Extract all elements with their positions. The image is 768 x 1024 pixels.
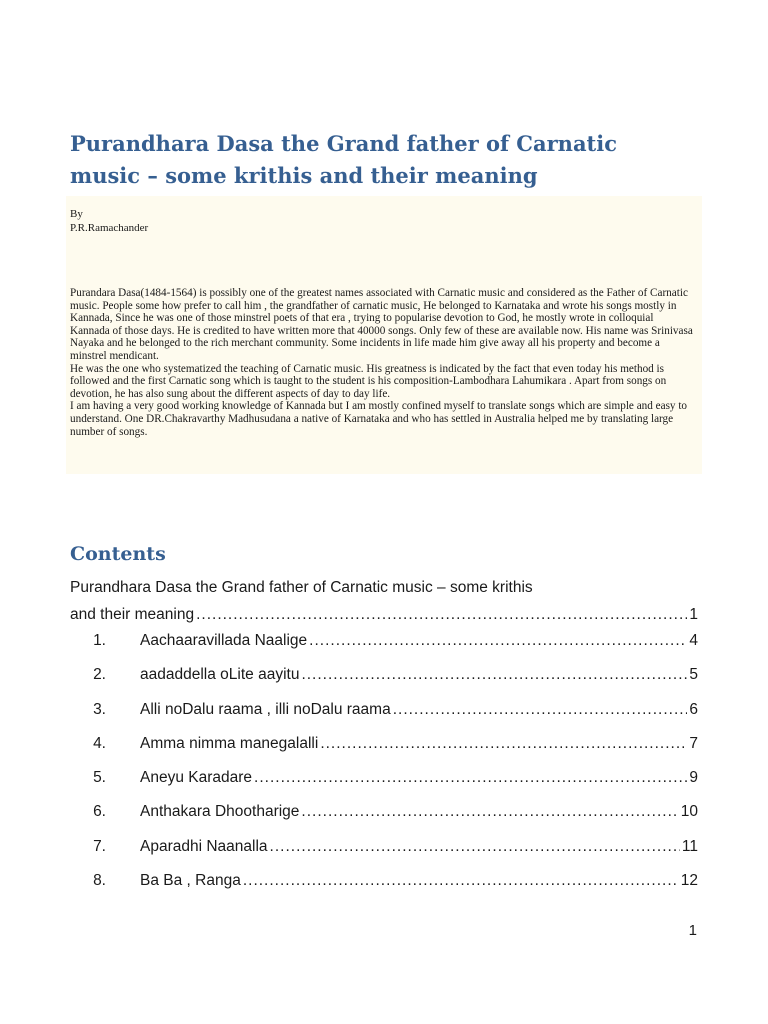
toc-leader-dots (196, 601, 687, 628)
toc-main-line-2 (70, 601, 698, 628)
toc-item-number: 1. (93, 632, 106, 649)
toc-leader-dots (320, 735, 687, 753)
toc-item-label: Amma nimma manegalalli (140, 734, 319, 752)
toc-item-label: Aachaaravillada Naalige (140, 632, 308, 649)
toc-item[interactable] (70, 632, 698, 666)
toc-item-page: 6 (689, 700, 698, 718)
toc-item-number: 4. (93, 734, 106, 752)
toc-leader-dots (243, 872, 679, 890)
toc-item-page: 11 (681, 837, 698, 855)
toc-item-page: 5 (689, 666, 698, 684)
toc-main-entry[interactable] (70, 574, 698, 628)
toc-main-page: 1 (689, 606, 698, 623)
toc-item-page: 7 (689, 734, 698, 752)
toc-item-number: 2. (93, 666, 106, 684)
intro-paragraph: I am having a very good working knowledge of Kannada but I am mostly confined myself to translate songs which are simple and easy to understand. One DR.Chakravarthy Madhusudana a native of Karnataka and who has settled in Australia helped me by translating large number of songs. (70, 400, 688, 438)
toc-leader-dots (309, 632, 687, 650)
page-number: 1 (688, 922, 697, 939)
toc-item-page: 12 (680, 872, 698, 890)
toc-item-number: 3. (93, 700, 106, 718)
toc-main-title-line1: Purandhara Dasa the Grand father of Carnatic music – some krithis (70, 579, 533, 596)
toc-item-label: Aneyu Karadare (140, 769, 253, 787)
toc-item[interactable] (70, 872, 698, 906)
toc-main-title-line2: and their meaning (70, 606, 195, 623)
toc-item-page: 9 (689, 769, 698, 787)
toc-item-page: 4 (689, 632, 698, 649)
toc-item-label: Alli noDalu raama , illi noDalu raama (140, 700, 391, 718)
toc-item[interactable] (70, 803, 698, 837)
toc-item[interactable] (70, 769, 698, 803)
toc-leader-dots (270, 838, 680, 856)
toc-item-number: 6. (93, 803, 106, 821)
contents-heading: Contents (70, 543, 166, 565)
toc-item-label: Anthakara Dhootharige (140, 803, 300, 821)
toc-item-label: Ba Ba , Ranga (140, 872, 241, 890)
toc-item[interactable] (70, 838, 698, 872)
toc-leader-dots (254, 769, 687, 787)
toc-item[interactable] (70, 666, 698, 700)
toc-item-label: Aparadhi Naanalla (140, 837, 268, 855)
intro-paragraph: He was the one who systematized the teaching of Carnatic music. His greatness is indicated by the fact that even today his method is followed and the first Carnatic song which is taught to the student is his composition-Lambodhara Lahumikara . Apart from songs on devotion, he has also sung about the different aspects of day to day life. (70, 362, 667, 400)
toc-item[interactable] (70, 735, 698, 769)
document-title: Purandhara Dasa the Grand father of Carnatic music – some krithis and their meaning (70, 131, 618, 188)
toc-item[interactable] (70, 701, 698, 735)
toc-leader-dots (301, 666, 687, 684)
toc-item-label: aadaddella oLite aayitu (140, 666, 300, 684)
toc-leader-dots (301, 803, 678, 821)
toc-main-line-1 (70, 574, 698, 601)
toc-item-page: 10 (680, 803, 698, 821)
author-byline: By P.R.Ramachander (70, 208, 149, 234)
intro-text (70, 287, 694, 438)
toc-list (70, 632, 698, 906)
toc-item-number: 7. (93, 837, 106, 855)
intro-paragraph: Purandara Dasa(1484-1564) is possibly one of the greatest names associated with Carnatic music and considered as the Father of Carnatic music. People some how prefer to call him , the grandfather of carnatic music, He belonged to Karnataka and wrote his songs mostly in Kannada, Since he was one of those minstrel poets of that era , trying to popularise devotion to God, he mostly wrote in colloquial Kannada of those days. He is credited to have written more that 40000 songs. Only few of these are available now. His name was Srinivasa Nayaka and he belonged to the rich merchant community. Some incidents in life made him give away all his property and become a minstrel mendicant. (70, 287, 693, 362)
toc-item-number: 5. (93, 769, 106, 787)
toc-leader-dots (393, 701, 688, 719)
toc-item-number: 8. (93, 872, 106, 890)
